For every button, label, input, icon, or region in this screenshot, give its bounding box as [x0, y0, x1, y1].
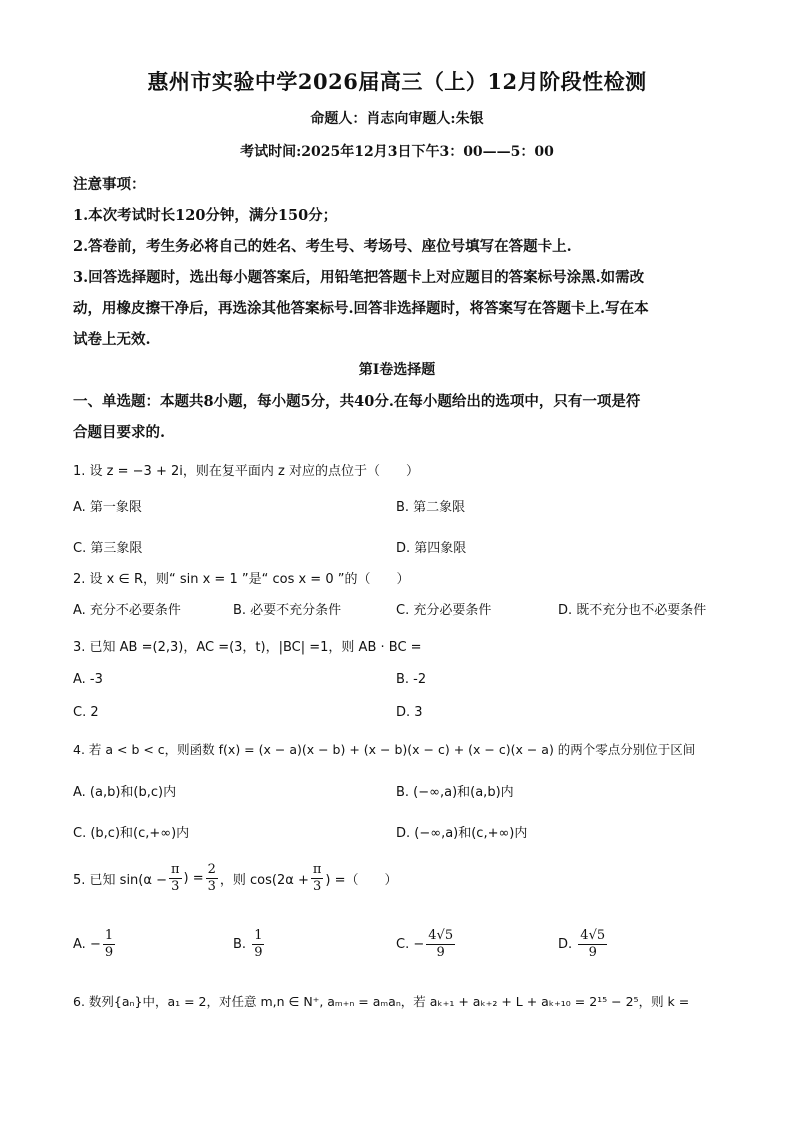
question-2-option-c: C. 充分必要条件 [396, 603, 492, 618]
notice-item-3-line-1: 3.回答选择题时，选出每小题答案后，用铅笔把答题卡上对应题目的答案标号涂黑.如需改 [73, 269, 645, 286]
notice-item-3-line-3: 试卷上无效. [73, 331, 151, 348]
section-intro-line-1: 一、单选题：本题共8小题，每小题5分，共40分.在每小题给出的选项中，只有一项是符 [73, 393, 641, 410]
question-3-option-d: D. 3 [396, 705, 423, 720]
question-2-option-a: A. 充分不必要条件 [73, 603, 181, 618]
fraction-2-over-3: $\frac{2}{3}$ [207, 862, 216, 894]
section-intro-line-2: 合题目要求的. [73, 424, 166, 441]
question-4-option-d: D. (−∞,a)和(c,+∞)内 [396, 826, 528, 841]
fraction-pi-over-3-b: $\frac{\pi}{3}$ [312, 862, 322, 894]
question-2-option-d: D. 既不充分也不必要条件 [558, 603, 707, 618]
question-5-option-c: C. − $\frac{4√5}{9}$ [396, 928, 454, 960]
question-5-stem-end: ) =（ ） [325, 873, 398, 888]
question-5-stem [73, 862, 398, 895]
exam-time: 考试时间:2025年12月3日下午3：00——5：00 [240, 144, 554, 160]
question-5-option-d: D. $\frac{4√5}{9}$ [558, 928, 606, 960]
question-5-equals: ) = [183, 871, 204, 886]
notice-heading: 注意事项： [73, 176, 146, 193]
exam-title: 惠州市实验中学2026届高三（上）12月阶段性检测 [147, 69, 647, 94]
question-3-option-a: A. -3 [73, 672, 103, 687]
question-4-option-b: B. (−∞,a)和(a,b)内 [396, 785, 514, 800]
question-1-option-a: A. 第一象限 [73, 500, 142, 515]
notice-item-2: 2.答卷前，考生务必将自己的姓名、考生号、考场号、座位号填写在答题卡上. [73, 238, 572, 255]
notice-item-1: 1.本次考试时长120分钟，满分150分； [73, 207, 338, 224]
notice-item-3-line-2: 动，用橡皮擦干净后，再选涂其他答案标号.回答非选择题时，将答案写在答题卡上.写在本 [73, 300, 649, 317]
question-4-option-a: A. (a,b)和(b,c)内 [73, 785, 177, 800]
question-3-stem: 3. 已知 AB =(2,3)，AC =(3，t)，|BC| =1，则 AB · BC = [73, 640, 422, 655]
section-title: 第I卷选择题 [358, 362, 436, 378]
question-5-stem-start: 5. 已知 sin(α − [73, 873, 167, 888]
question-2-stem: 2. 设 x ∈ R，则“ sin x = 1 ”是“ cos x = 0 ”的（ ） [73, 572, 410, 587]
question-2-option-b: B. 必要不充分条件 [233, 603, 342, 618]
author-line: 命题人：肖志向审题人:朱银 [310, 111, 484, 127]
question-5-cos: ，则 cos(2α + [219, 873, 309, 888]
question-5-option-a: A. − $\frac{1}{9}$ [73, 928, 114, 960]
question-1-stem: 1. 设 z = −3 + 2i，则在复平面内 z 对应的点位于（ ） [73, 464, 419, 479]
question-1-option-b: B. 第二象限 [396, 500, 466, 515]
question-6-stem: 6. 数列{aₙ}中，a₁ = 2，对任意 m,n ∈ N⁺, aₘ₊ₙ = aₘaₙ，若 aₖ₊₁ + aₖ₊₂ + L + aₖ₊₁₀ = 2¹⁵ − 2⁵，则 k = [73, 994, 690, 1009]
question-4-option-c: C. (b,c)和(c,+∞)内 [73, 826, 190, 841]
question-1-option-d: D. 第四象限 [396, 541, 467, 556]
question-3-option-c: C. 2 [73, 705, 99, 720]
question-3-option-b: B. -2 [396, 672, 427, 687]
question-1-option-c: C. 第三象限 [73, 541, 143, 556]
question-4-stem: 4. 若 a < b < c，则函数 f(x) = (x − a)(x − b) + (x − b)(x − c) + (x − c)(x − a) 的两个零点分别位于区间 [73, 742, 696, 757]
fraction-pi-over-3: $\frac{\pi}{3}$ [170, 862, 180, 894]
question-5-option-b: B. $\frac{1}{9}$ [233, 928, 263, 960]
